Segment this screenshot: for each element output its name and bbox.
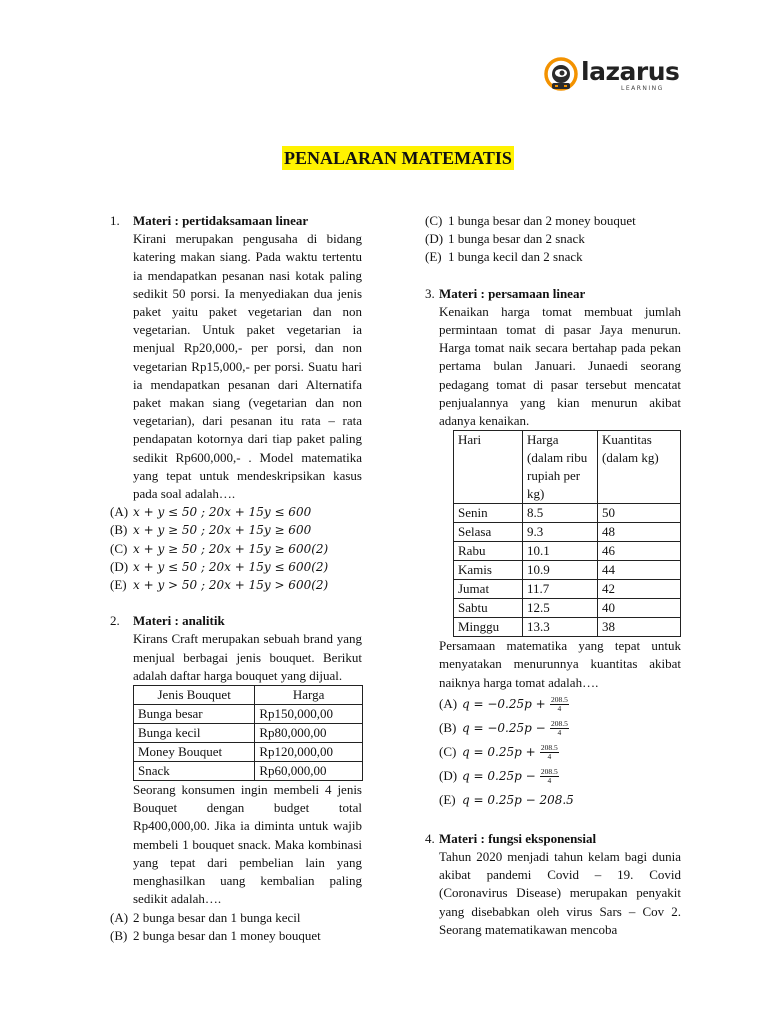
options-list [110, 909, 362, 945]
options-list [110, 503, 362, 594]
question-text: Seorang konsumen ingin membeli 4 jenis Bouquet dengan budget total Rp400,000,00. Jika ia diminta untuk wajib membeli 1 bouquet snack. Maka kombinasi yang tepat dari pembelian lain yang menghasilkan uang kembalian paling sedikit adalah…. [133, 782, 362, 907]
option: (D) 1 bunga besar dan 2 snack [425, 231, 585, 247]
fraction: $\frac{208.5}{4}$ [540, 767, 558, 786]
question-1 [110, 212, 362, 594]
table-row: Rabu 10.1 46 [454, 542, 681, 561]
table-header: Harga [255, 686, 363, 705]
question-3 [425, 285, 681, 812]
question-text: Kirans Craft merupakan sebuah brand yang menjual berbagai jenis bouquet. Berikut adalah daftar harga bouquet yang dijual. [133, 631, 362, 683]
options-list [439, 692, 681, 812]
option: (E) q = 0.25p − 208.5 [439, 791, 574, 807]
table-row: Senin 8.5 50 [454, 504, 681, 523]
question-text: Kenaikan harga tomat membuat jumlah permintaan tomat di pasar Jaya menurun. Harga tomat naik secara bertahap pada pekan pertama bulan Januari. Junaedi seorang pedagang tomat di pasar tersebut mencatat penjualannya yang kian menurun akibat adanya kenaikan. [439, 303, 681, 429]
fraction: $\frac{208.5}{4}$ [550, 695, 568, 714]
table-header: Kuantitas (dalam kg) [598, 431, 681, 504]
bouquet-price-table [133, 685, 363, 781]
tomato-sales-table [453, 430, 681, 637]
left-column [110, 212, 362, 945]
options-list-continued [425, 212, 681, 267]
table-row: Selasa 9.3 48 [454, 523, 681, 542]
fraction: $\frac{208.5}{4}$ [540, 743, 558, 762]
right-column [425, 212, 681, 939]
question-number: 1. [110, 213, 120, 228]
option: (A) 2 bunga besar dan 1 bunga kecil [110, 909, 301, 925]
option: (C) 1 bunga besar dan 2 money bouquet [425, 213, 636, 228]
option: (E) x + y > 50 ; 20x + 15y > 600(2) [110, 577, 329, 593]
table-header: Hari [454, 431, 523, 504]
lazarus-logo [543, 56, 680, 96]
option: (B) q = −0.25p − $\frac{208.5}{4}$ [439, 719, 568, 738]
question-heading: Materi : analitik [133, 613, 225, 629]
table-row: Bunga besar Rp150,000,00 [134, 705, 363, 724]
option: (C) q = 0.25p + $\frac{208.5}{4}$ [439, 743, 558, 762]
option: (E) 1 bunga kecil dan 2 snack [425, 249, 583, 265]
question-heading: Materi : pertidaksamaan linear [133, 213, 309, 228]
option: (C) x + y ≥ 50 ; 20x + 15y ≥ 600(2) [110, 540, 329, 556]
table-header: Jenis Bouquet [134, 686, 255, 705]
logo-subtitle: LEARNING [621, 85, 664, 92]
option: (B) 2 bunga besar dan 1 money bouquet [110, 927, 321, 943]
option: (A) q = −0.25p + $\frac{208.5}{4}$ [439, 695, 568, 714]
table-row: Money Bouquet Rp120,000,00 [134, 743, 363, 762]
question-heading: Materi : fungsi eksponensial [439, 830, 597, 846]
table-row: Sabtu 12.5 40 [454, 599, 681, 618]
table-row: Snack Rp60,000,00 [134, 762, 363, 781]
option: (A) x + y ≤ 50 ; 20x + 15y ≤ 600 [110, 504, 312, 520]
option: (D) q = 0.25p − $\frac{208.5}{4}$ [439, 767, 558, 786]
table-row: Bunga kecil Rp80,000,00 [134, 724, 363, 743]
table-row: Kamis 10.9 44 [454, 561, 681, 580]
question-2 [110, 612, 362, 685]
question-4 [425, 830, 681, 939]
question-heading: Materi : persamaan linear [439, 285, 586, 301]
table-header: Harga (dalam ribu rupiah per kg) [523, 431, 598, 504]
question-2-continued [110, 781, 362, 945]
option: (D) x + y ≤ 50 ; 20x + 15y ≤ 600(2) [110, 558, 329, 574]
question-text: Tahun 2020 menjadi tahun kelam bagi dunia akibat pandemi Covid – 19. Covid (Coronavirus Disease) merupakan penyakit yang disebabkan oleh virus Sars – Cov 2. Seorang matematikawan mencoba [439, 849, 681, 937]
question-number: 4. [425, 830, 435, 846]
fraction: $\frac{208.5}{4}$ [550, 719, 568, 738]
option: (B) x + y ≥ 50 ; 20x + 15y ≥ 600 [110, 522, 312, 538]
logo-wordmark: lazarus [581, 57, 680, 86]
table-row: Jumat 11.7 42 [454, 580, 681, 599]
question-number: 3. [425, 285, 435, 301]
lazarus-logo-icon [543, 56, 579, 92]
table-row: Minggu 13.3 38 [454, 618, 681, 637]
question-number: 2. [110, 613, 120, 629]
question-text: Kirani merupakan pengusaha di bidang katering makan siang. Pada waktu tertentu ia mendapatkan pesanan nasi kotak paling sedikit 50 porsi. Ia menyediakan dua jenis paket yaitu paket vegetarian dan non vegetarian. Untuk paket vegetarian ia menjual Rp20,000,- per porsi, dan non vegetarian Rp15,000,- per porsi. Suatu hari ia mendapatkan pesanan dari Alternatifa paket makan siang (vegetarian dan non vegetarian), dari pesanan itu rata – rata pendapatan kotornya dari tiap paket paling sedikit Rp600,000,- . Model matematika yang tepat untuk mendeskripsikan kasus pada soal adalah…. [133, 231, 362, 502]
question-text: Persamaan matematika yang tepat untuk menyatakan menurunnya kuantitas akibat naiknya harga tomat adalah…. [439, 638, 681, 690]
page-title: PENALARAN MATEMATIS [284, 148, 512, 168]
